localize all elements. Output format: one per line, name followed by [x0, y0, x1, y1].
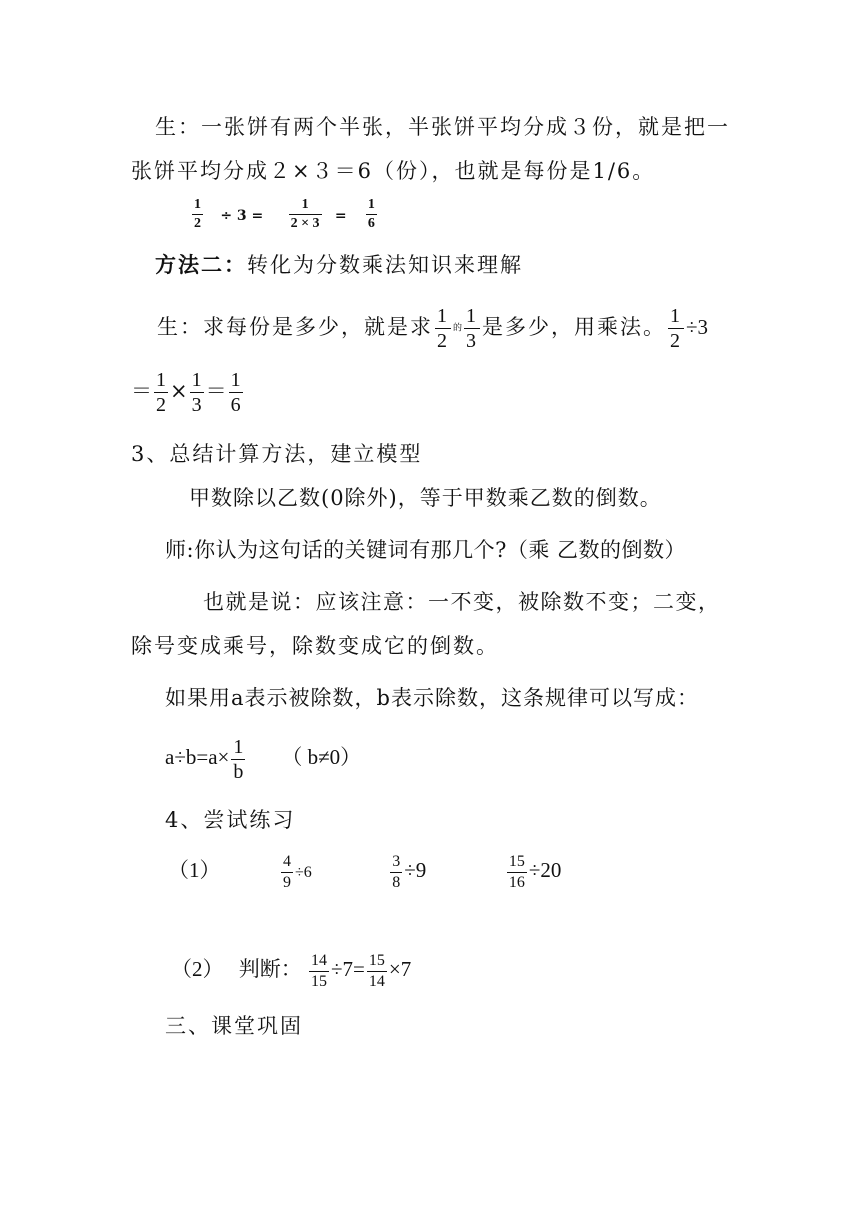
fraction-1-2: $\frac{1}{2}$ [670, 305, 683, 352]
fraction-1-3: $\frac{1}{3}$ [191, 369, 202, 416]
note-line-2: 除号变成乘号，除数变成它的倒数。 [131, 634, 499, 658]
student-line-2: 张饼平均分成２×３＝6（份），也就是每份是1/6。 [131, 159, 656, 183]
judge-line [171, 944, 411, 994]
fraction-3-8: $\frac{3}{8}$ [392, 852, 401, 891]
formula-condition: （ b≠0） [281, 745, 362, 769]
student-line-1: 生：一张饼有两个半张，半张饼平均分成３份，就是把一 [155, 115, 730, 139]
judge-mid: ÷7= [331, 957, 365, 981]
times-sign: × [170, 379, 188, 403]
equals-sign: ＝ [205, 379, 227, 403]
section-4-title: 4、尝试练习 [165, 808, 296, 832]
fraction-15-16: $\frac{15}{16}$ [508, 852, 525, 891]
judge-word: 判断： [238, 957, 302, 981]
method-2-text: 转化为分数乘法知识来理解 [247, 253, 523, 277]
equals-sign: = [334, 208, 347, 224]
practice-3-tail: ÷20 [528, 858, 562, 882]
teacher-question: 师:你认为这句话的关键词有那几个?（乘 乙数的倒数） [165, 538, 687, 562]
fraction-1-2: $\frac{1}{2}$ [194, 197, 201, 231]
practice-label: （1） [168, 858, 221, 882]
note-line-1: 也就是说：应该注意：一不变，被除数不变；二变， [203, 590, 721, 614]
formula-left: a÷b=a× [165, 745, 230, 769]
student2-pre: 生：求每份是多少，就是求 [157, 315, 433, 339]
fraction-1-2: $\frac{1}{2}$ [437, 305, 449, 352]
practice-1-tail: ÷6 [295, 864, 312, 881]
bold-equation [190, 198, 379, 231]
divide-by-3: ÷ 3 = [220, 208, 264, 224]
fraction-1-over-2x3: $\frac{1}{2 \times 3}$ [290, 197, 320, 231]
judge-label: （2） [171, 957, 224, 981]
division-rule: 甲数除以乙数(0除外)，等于甲数乘乙数的倒数。 [189, 486, 662, 510]
method-2-line [155, 251, 523, 279]
fraction-1-b: $\frac{1}{b}$ [233, 735, 244, 783]
section-3-title: 3、总结计算方法，建立模型 [131, 442, 423, 466]
letters-line: 如果用a表示被除数，b表示除数，这条规律可以写成： [165, 686, 699, 710]
fraction-4-9: $\frac{4}{9}$ [283, 852, 291, 891]
practice-2-tail: ÷9 [404, 858, 427, 882]
fraction-1-6: $\frac{1}{6}$ [230, 369, 241, 416]
fraction-15-14: $\frac{15}{14}$ [368, 951, 385, 990]
divide-by-3: ÷3 [686, 315, 709, 339]
method-2-heading: 方法二： [155, 252, 247, 277]
equation-line-2 [131, 366, 245, 416]
judge-tail: ×7 [388, 957, 412, 981]
practice-line [168, 845, 561, 898]
formula-line [165, 732, 361, 782]
fraction-1-2: $\frac{1}{2}$ [156, 369, 166, 416]
student2-post: 是多少，用乘法。 [482, 315, 667, 339]
fraction-1-6: $\frac{1}{6}$ [367, 197, 375, 231]
section-consolidate-title: 三、课堂巩固 [165, 1014, 303, 1038]
equals-sign: ＝ [131, 379, 152, 403]
of-char: 的 [453, 323, 463, 334]
fraction-1-3: $\frac{1}{3}$ [466, 305, 479, 352]
student-line-3 [157, 302, 708, 354]
fraction-14-15: $\frac{14}{15}$ [311, 951, 327, 990]
